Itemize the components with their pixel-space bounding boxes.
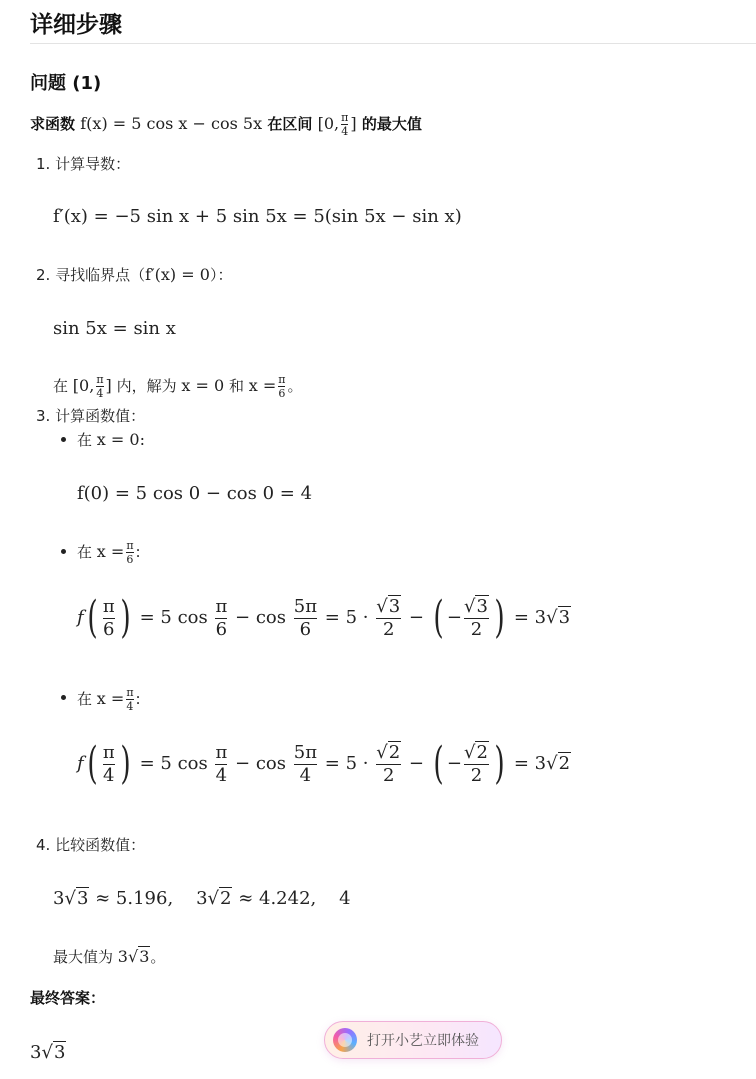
max-value-text: 最大值为 3√3。 <box>53 947 166 966</box>
problem-statement <box>30 112 422 137</box>
eval-pi4-formula: f( $\frac{\pi}{4}$ ) = 5 cos $\frac{\pi}{4}$ − cos $\frac{5\pi}{4}$ = 5 · $\frac{√2}{2}$ − ( − $\frac{√2}{2}$ ) = 3√2 <box>77 738 571 789</box>
step-2: 2. 寻找临界点（f′(x) = 0）： <box>36 265 233 284</box>
bullet-marker <box>61 549 66 554</box>
xiaoyi-orb-icon <box>333 1028 357 1052</box>
eval-x0-result: f(0) = 5 cos 0 − cos 0 = 4 <box>77 483 313 504</box>
final-answer-label: 最终答案： <box>30 989 106 1007</box>
eval-pi4-label: 在 x = $\frac{\pi}{4}$ : <box>77 686 141 713</box>
eval-x0-label: 在 x = 0: <box>77 430 145 449</box>
open-xiaoyi-button[interactable] <box>324 1021 502 1059</box>
compare-values: 3√3 ≈ 5.196, 3√2 ≈ 4.242, 4 <box>53 888 351 909</box>
open-xiaoyi-label: 打开小艺立即体验 <box>367 1033 479 1049</box>
step-4: 4. 比较函数值： <box>36 836 146 854</box>
statement-prefix: 求函数 <box>30 115 76 133</box>
step-1: 1. 计算导数： <box>36 155 131 173</box>
bullet-marker <box>61 695 66 700</box>
problem-title: 问题 (1) <box>30 73 102 94</box>
derivative-formula: f′(x) = −5 sin x + 5 sin 5x = 5(sin 5x − sin x) <box>53 206 462 227</box>
critical-solution: 在 [0, $\frac{\pi}{4}$ ] 内，解为 x = 0 和 x = $\frac{\pi}{6}$ 。 <box>53 373 303 400</box>
bullet-marker <box>61 437 66 442</box>
statement-suffix: 的最大值 <box>361 115 422 133</box>
final-answer: 3√3 <box>30 1042 66 1063</box>
statement-function: f(x) = 5 cos x − cos 5x <box>80 114 263 133</box>
eval-pi6-formula: f( $\frac{\pi}{6}$ ) = 5 cos $\frac{\pi}{6}$ − cos $\frac{5\pi}{6}$ = 5 · $\frac{√3}{2}$ − ( − $\frac{√3}{2}$ ) = 3√3 <box>77 592 571 643</box>
heading-divider <box>30 43 756 44</box>
statement-interval: [0, $\frac{\pi}{4}$ ] <box>317 111 357 138</box>
page-heading: 详细步骤 <box>30 12 122 38</box>
step-3: 3. 计算函数值： <box>36 407 146 425</box>
eval-pi6-label: 在 x = $\frac{\pi}{6}$ : <box>77 539 141 566</box>
critical-equation: sin 5x = sin x <box>53 318 176 339</box>
statement-mid: 在区间 <box>267 115 313 133</box>
